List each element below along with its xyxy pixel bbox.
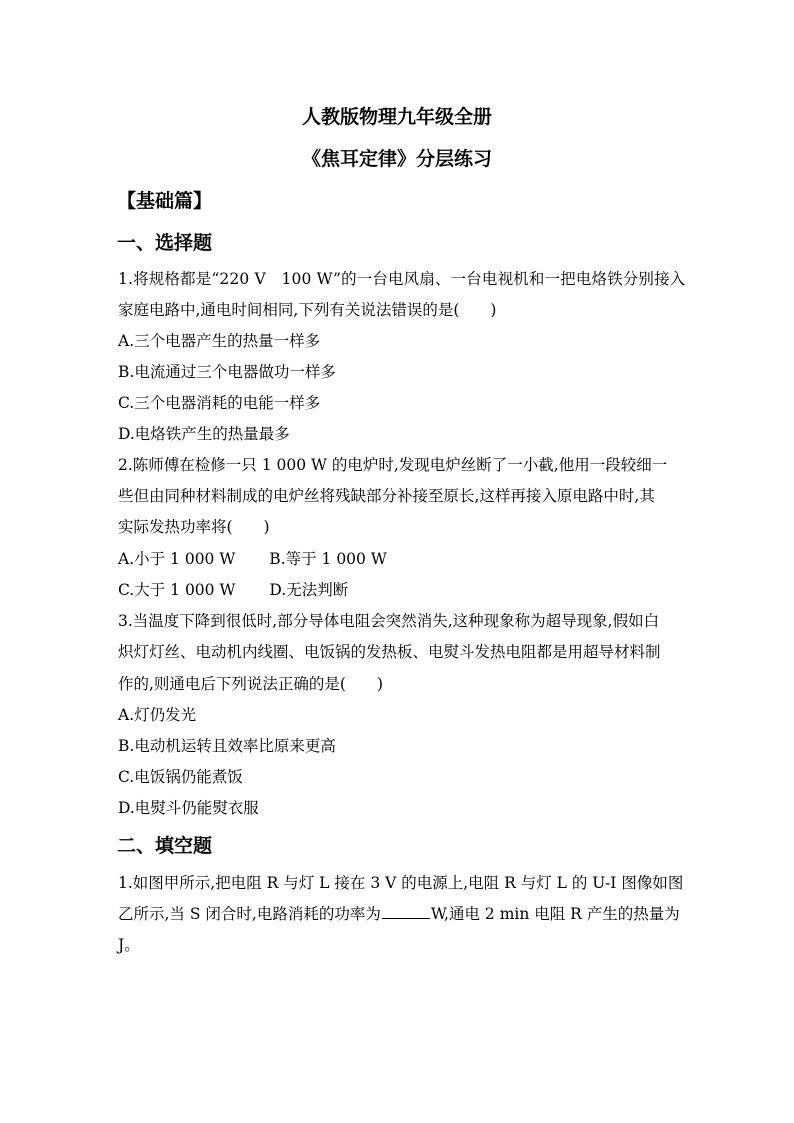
q2-text-line3: 实际发热功率将( ): [118, 518, 270, 536]
document-subtitle: 《焦耳定律》分层练习: [301, 148, 492, 170]
q2-option-d: D.无法判断: [269, 581, 349, 599]
q1-option-b: B.电流通过三个电器做功一样多: [118, 363, 336, 381]
q1-option-c: C.三个电器消耗的电能一样多: [118, 394, 321, 412]
q3-option-b: B.电动机运转且效率比原来更高: [118, 737, 336, 755]
document-title: 人教版物理九年级全册: [301, 106, 492, 128]
section-heading-choice: 一、选择题: [117, 232, 213, 254]
fill-q1-text-line2: [118, 903, 680, 925]
q2-text-line1: 2.陈师傅在检修一只 1 000 W 的电炉时,发现电炉丝断了一小截,他用一段较细一: [118, 456, 668, 474]
q2-option-c: C.大于 1 000 W: [118, 581, 236, 599]
q1-option-d: D.电烙铁产生的热量最多: [118, 425, 290, 443]
q2-option-b: B.等于 1 000 W: [269, 550, 387, 568]
q2-options-row1: [118, 548, 387, 570]
q2-options-row2: [118, 579, 348, 601]
q3-text-line1: 3.当温度下降到很低时,部分导体电阻会突然消失,这种现象称为超导现象,假如白: [118, 612, 660, 630]
q3-text-line2: 炽灯灯丝、电动机内线圈、电饭锅的发热板、电熨斗发热电阻都是用超导材料制: [118, 643, 661, 661]
fill-q1-text-line1: 1.如图甲所示,把电阻 R 与灯 L 接在 3 V 的电源上,电阻 R 与灯 L 的 U-I 图像如图: [118, 874, 684, 892]
fill-q1-text-line3: J。: [118, 936, 140, 954]
q2-option-a: A.小于 1 000 W: [118, 550, 236, 568]
q1-option-a: A.三个电器产生的热量一样多: [118, 332, 321, 350]
fill-q1-text-line2-start: 乙所示,当 S 闭合时,电路消耗的功率为: [118, 905, 381, 923]
q3-option-a: A.灯仍发光: [118, 706, 197, 724]
level-heading: 【基础篇】: [117, 190, 213, 212]
answer-blank-power: [382, 904, 430, 919]
q1-text-line1: 1.将规格都是“220 V 100 W”的一台电风扇、一台电视机和一把电烙铁分别接入: [118, 270, 686, 288]
fill-q1-text-line2-end: W,通电 2 min 电阻 R 产生的热量为: [430, 905, 680, 923]
q3-option-c: C.电饭锅仍能煮饭: [118, 768, 243, 786]
q3-text-line3: 作的,则通电后下列说法正确的是( ): [118, 675, 384, 693]
section-heading-fill: 二、填空题: [117, 835, 213, 857]
q1-text-line2: 家庭电路中,通电时间相同,下列有关说法错误的是( ): [118, 301, 497, 319]
q3-option-d: D.电熨斗仍能熨衣服: [118, 799, 259, 817]
q2-text-line2: 些但由同种材料制成的电炉丝将残缺部分补接至原长,这样再接入原电路中时,其: [118, 487, 655, 505]
